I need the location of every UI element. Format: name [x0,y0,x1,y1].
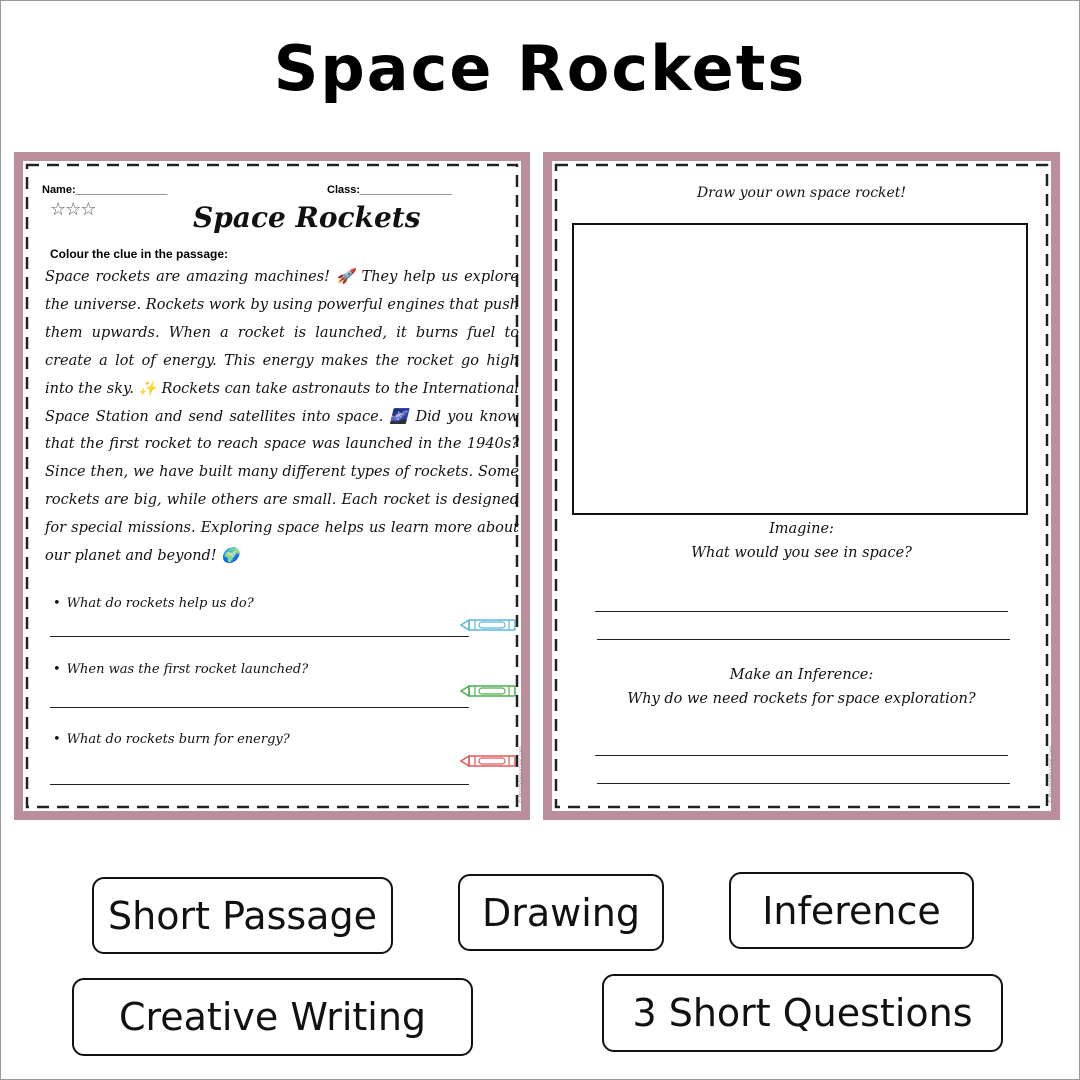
name-field: Name:_______________ [42,184,168,196]
drawing-prompt: Draw your own space rocket! [696,185,907,201]
copyright-text: © Printablebazaar.com [519,746,525,804]
rating-stars-icon: ☆☆☆ [50,199,96,220]
question-3: • What do rockets burn for energy? [53,732,290,747]
tag-inference: Inference [729,872,974,949]
writing-line-1[interactable] [595,611,1008,612]
writing-line-3[interactable] [595,755,1008,756]
worksheet-title: Space Rockets [193,201,421,234]
tag-drawing: Drawing [458,874,664,951]
green-crayon-icon [459,683,519,699]
instruction-text: Colour the clue in the passage: [50,247,229,261]
worksheet-preview-passage [14,152,530,820]
tag-short-passage: Short Passage [92,877,393,954]
imagine-question: What would you see in space? [691,545,912,561]
writing-line-2[interactable] [597,639,1010,640]
reading-passage: Space rockets are amazing machines! 🚀 They help us explore the universe. Rockets work by using powerful engines that push them upwards. When a rocket is launched, it burns fuel to create a lot of energy. This energy makes the rocket go high into the sky. ✨ Rockets can take astronauts to the International Space Station and send satellites into space. 🌌 Did you know that the first rocket to reach space was launched in the 1940s? Since then, we have built many different types of rockets. Some rockets are big, while others are small. Each rocket is designed for special missions. Exploring space helps us learn more about our planet and beyond! 🌍 [45,269,519,565]
answer-line-1[interactable] [50,636,469,637]
question-3-text: What do rockets burn for energy? [66,732,290,747]
class-field: Class:_______________ [327,184,452,196]
question-2-text: When was the first rocket launched? [66,662,309,677]
question-1: • What do rockets help us do? [53,596,254,611]
question-2: • When was the first rocket launched? [53,662,309,677]
tag-3-short-questions: 3 Short Questions [602,974,1003,1052]
worksheet-page [23,161,525,811]
copyright-text: © Printablebazaar.com [1049,746,1055,804]
worksheet-preview-drawing [543,152,1060,820]
answer-line-2[interactable] [50,707,469,708]
drawing-box[interactable] [572,223,1028,515]
inference-question: Why do we need rockets for space exploration? [627,691,976,707]
page-title: Space Rockets [273,32,807,105]
writing-line-4[interactable] [597,783,1010,784]
worksheet-page [552,161,1055,811]
tag-creative-writing: Creative Writing [72,978,473,1056]
question-1-text: What do rockets help us do? [66,596,254,611]
inference-label: Make an Inference: [729,667,874,683]
answer-line-3[interactable] [50,784,469,785]
blue-crayon-icon [459,617,519,633]
imagine-label: Imagine: [769,521,834,537]
red-crayon-icon [459,753,519,769]
